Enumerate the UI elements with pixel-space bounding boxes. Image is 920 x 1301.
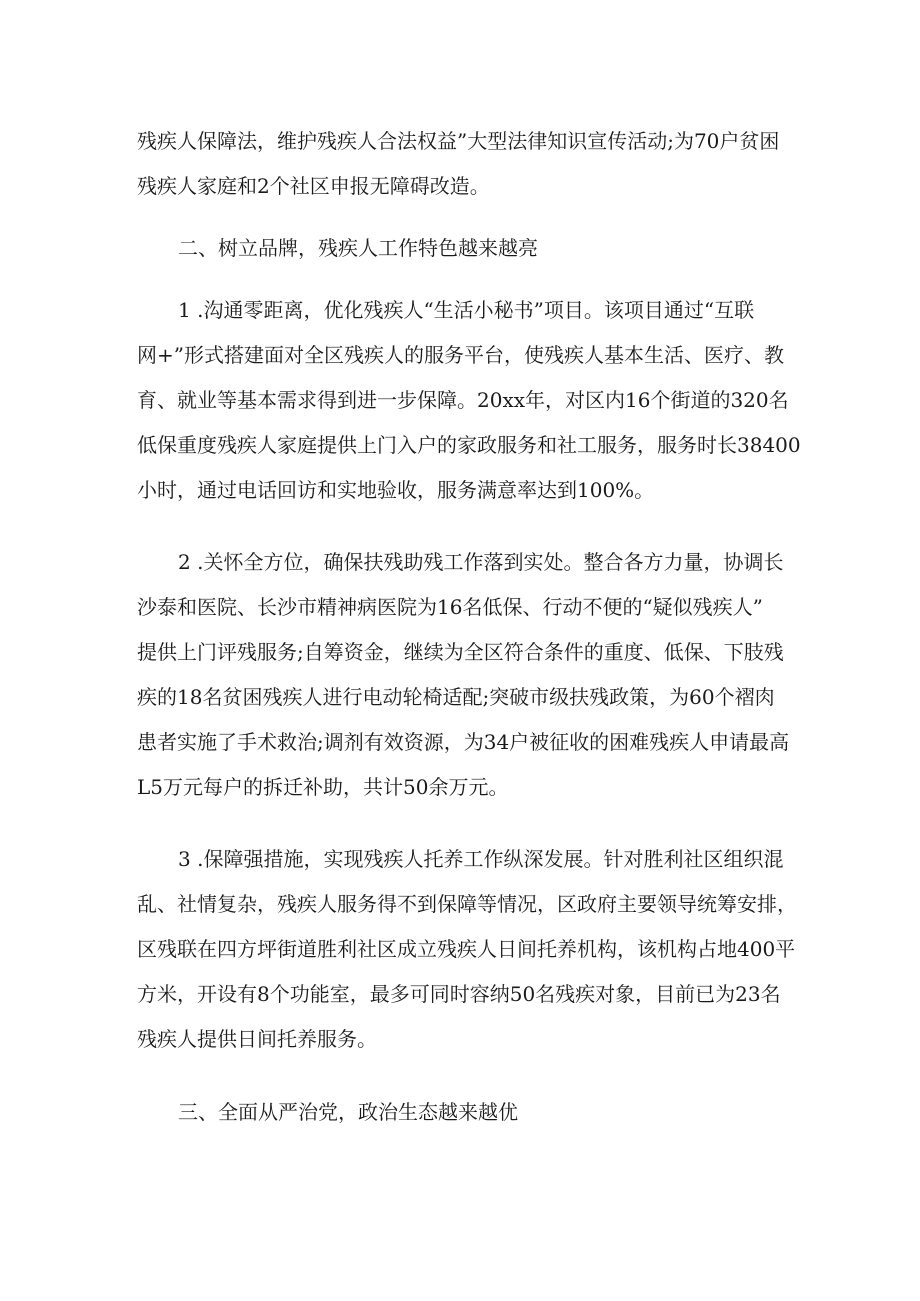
- paragraph-line: 区残联在四方坪街道胜利社区成立残疾人日间托养机构，该机构占地400平: [137, 937, 796, 961]
- paragraph-line: 育、就业等基本需求得到进一步保障。20xx年，对区内16个街道的320名: [137, 388, 789, 412]
- paragraph-line: 残疾人提供日间托养服务。: [137, 1027, 377, 1051]
- paragraph-line: L5万元每户的拆迁补助，共计50余万元。: [137, 775, 509, 799]
- paragraph-line: 残疾人家庭和2个社区申报无障碍改造。: [137, 174, 490, 198]
- paragraph-line: 沙泰和医院、长沙市精神病医院为16名低保、行动不便的“疑似残疾人”: [137, 595, 763, 619]
- paragraph-line: 1 .沟通零距离，优化残疾人“生活小秘书”项目。该项目通过“互联: [178, 298, 755, 322]
- paragraph-line: 提供上门评残服务;自筹资金，继续为全区符合条件的重度、低保、下肢残: [137, 640, 784, 664]
- section-heading: 二、树立品牌，残疾人工作特色越来越亮: [178, 236, 538, 260]
- paragraph-line: 残疾人保障法，维护残疾人合法权益”大型法律知识宣传活动;为70户贫困: [137, 129, 780, 153]
- paragraph-line: 3 .保障强措施，实现残疾人托养工作纵深发展。针对胜利社区组织混: [178, 847, 784, 871]
- paragraph-line: 疾的18名贫困残疾人进行电动轮椅适配;突破市级扶残政策，为60个褶肉: [137, 685, 775, 709]
- paragraph-line: 2 .关怀全方位，确保扶残助残工作落到实处。整合各方力量，协调长: [178, 550, 784, 574]
- paragraph-line: 小时，通过电话回访和实地验收，服务满意率达到100%。: [137, 478, 655, 502]
- paragraph-line: 网+”形式搭建面对全区残疾人的服务平台，使残疾人基本生活、医疗、教: [137, 343, 784, 367]
- paragraph-line: 患者实施了手术救治;调剂有效资源，为34户被征收的困难残疾人申请最高: [137, 730, 790, 754]
- paragraph-line: 乱、社情复杂，残疾人服务得不到保障等情况，区政府主要领导统筹安排，: [137, 892, 797, 916]
- section-heading: 三、全面从严治党，政治生态越来越优: [178, 1100, 518, 1124]
- paragraph-line: 方米，开设有8个功能室，最多可同时容纳50名残疾对象，目前已为23名: [137, 982, 781, 1006]
- paragraph-line: 低保重度残疾人家庭提供上门入户的家政服务和社工服务，服务时长38400: [137, 433, 801, 457]
